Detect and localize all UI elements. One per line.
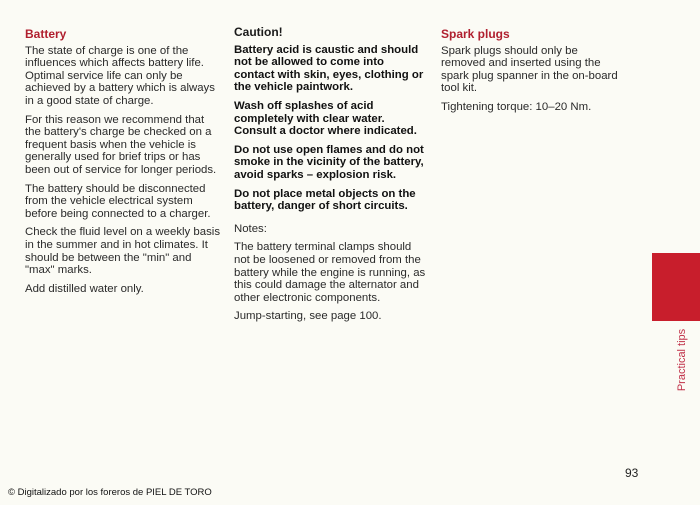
caution-warning: Do not use open flames and do not smoke in the vicinity of the battery, avoid sparks – explosion risk. <box>234 143 424 181</box>
battery-paragraph: The battery should be disconnected from the vehicle electrical system before being connected to a charger. <box>25 182 211 220</box>
battery-paragraph: For this reason we recommend that the battery's charge be checked on a frequent basis when the vehicle is generally used for brief trips or has been out of service for longer periods. <box>25 113 217 176</box>
spark-plugs-paragraph: Spark plugs should only be removed and inserted using the spark plug spanner in the on-board tool kit. <box>441 44 618 95</box>
notes-paragraph: Jump-starting, see page 100. <box>234 310 382 323</box>
battery-paragraph: Check the fluid level on a weekly basis in the summer and in hot climates. It should be between the "min" and "max" marks. <box>25 226 221 277</box>
caution-warning: Wash off splashes of acid completely with clear water. Consult a doctor where indicated. <box>234 99 417 138</box>
spark-plugs-column <box>441 26 621 120</box>
caution-heading: Caution! <box>234 25 283 39</box>
caution-warning: Battery acid is caustic and should not be allowed to come into contact with skin, eyes, clothing or the vehicle paintwork. <box>234 43 424 94</box>
notes-label: Notes: <box>234 222 267 235</box>
page-number: 93 <box>625 466 639 480</box>
footer-credit: © Digitalizado por los foreros de PIEL DE TORO <box>8 487 212 498</box>
caution-warning: Do not place metal objects on the battery, danger of short circuits. <box>234 187 416 213</box>
section-side-label: Practical tips <box>676 328 688 392</box>
spark-plugs-heading: Spark plugs <box>441 27 510 41</box>
spark-plugs-paragraph: Tightening torque: 10–20 Nm. <box>441 100 592 113</box>
notes-paragraph: The battery terminal clamps should not be loosened or removed from the battery while the engine is running, as this could damage the alternator and other electronic components. <box>234 241 426 304</box>
section-tab-marker <box>652 253 700 321</box>
battery-column <box>25 26 221 301</box>
battery-paragraph: Add distilled water only. <box>25 282 144 295</box>
battery-paragraph: The state of charge is one of the influences which affects battery life. Optimal service life can only be achieved by a battery which is always in a good state of charge. <box>25 44 215 107</box>
caution-column <box>234 26 426 329</box>
battery-heading: Battery <box>25 27 67 41</box>
